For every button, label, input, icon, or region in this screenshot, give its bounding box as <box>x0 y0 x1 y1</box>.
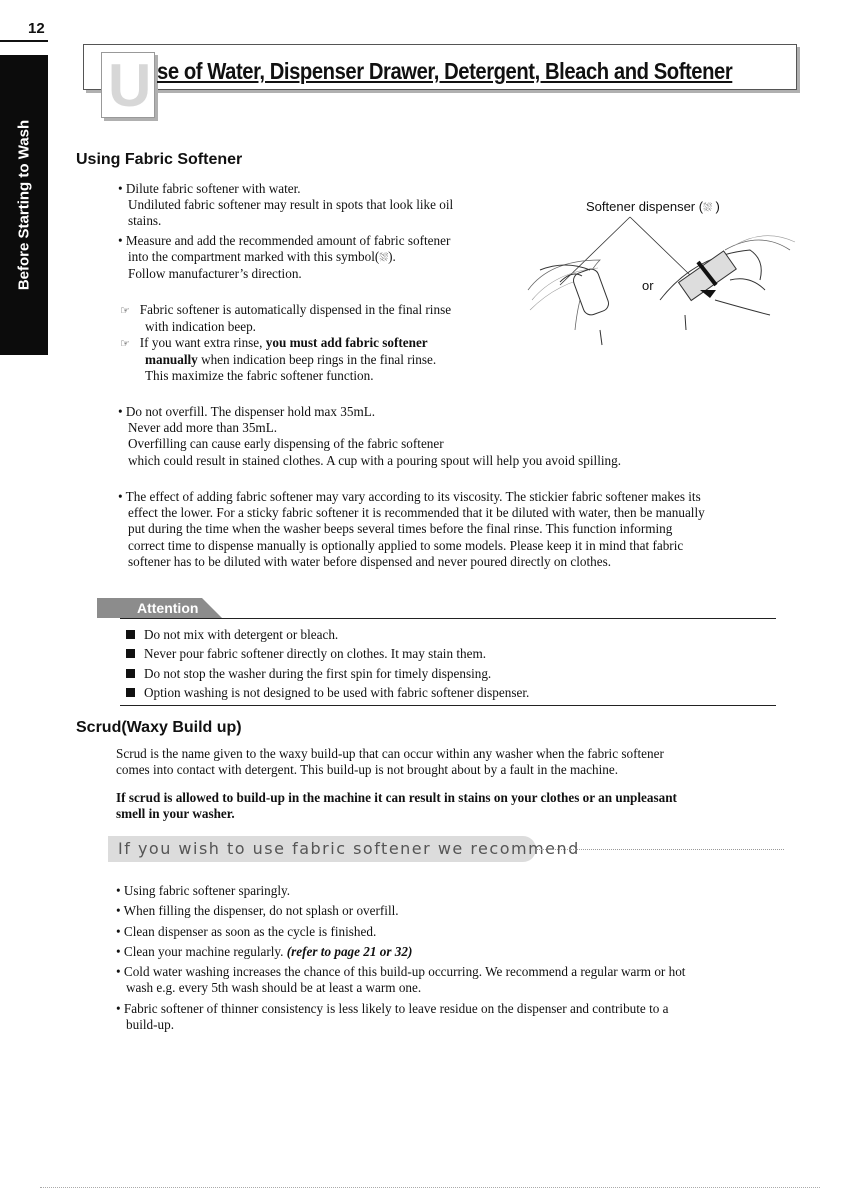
scrud-intro: Scrud is the name given to the waxy build-up that can occur within any washer when the fabric softener comes into contact with detergent. This build-up is not brought about by a fault in the machine. <box>116 746 664 778</box>
bullet-viscosity: • The effect of adding fabric softener may vary according to its viscosity. The stickier fabric softener makes its effect the lower. For a sticky fabric softener it is recommended that it be diluted with water, then be manually put during the time when the washer beeps several times before the final rinse. This function informing correct time to dispense manually is optionally applied to some models. Please keep it in mind that fabric softener has to be diluted with water before dispensed and never poured directly on clothes. <box>118 489 705 569</box>
recommend-dotted-rule <box>536 849 784 850</box>
square-bullet-icon <box>126 630 135 639</box>
attention-bottom-rule <box>120 705 776 706</box>
bottom-dotted-rule <box>40 1187 820 1188</box>
attention-list <box>126 625 529 702</box>
square-bullet-icon <box>126 688 135 697</box>
attention-top-rule <box>120 618 776 619</box>
note-auto-dispense: ☞ Fabric softener is automatically dispensed in the final rinse with indication beep. <box>120 302 452 335</box>
square-bullet-icon <box>126 649 135 658</box>
bullet-overfill: • Do not overfill. The dispenser hold max 35mL. Never add more than 35mL. Overfilling can cause early dispensing of the fabric softener which could result in stained clothes. A cup with a pouring spout will help you avoid spilling. <box>118 404 622 468</box>
attention-item: Do not mix with detergent or bleach. <box>126 625 529 644</box>
side-tab <box>0 55 48 355</box>
bullet-measure: • Measure and add the recommended amount of fabric softener into the compartment marked with this symbol(⛆). Follow manufacturer’s direction. <box>118 233 451 282</box>
square-bullet-icon <box>126 669 135 678</box>
page-reference: (refer to page 21 or 32) <box>286 943 413 959</box>
figure-or-label: or <box>642 278 654 293</box>
softener-symbol-icon: ⛆ <box>703 201 712 214</box>
page-title: se of Water, Dispenser Drawer, Detergent, Bleach and Softener <box>157 58 733 84</box>
top-rule <box>0 40 48 42</box>
recommend-heading: If you wish to use fabric softener we recommend <box>118 839 580 858</box>
dispenser-drawing <box>520 190 820 360</box>
title-initial: U <box>108 52 152 119</box>
section-heading-scrud: Scrud(Waxy Build up) <box>76 719 242 736</box>
scrud-warning: If scrud is allowed to build-up in the machine it can result in stains on your clothes or an unpleasant smell in your washer. <box>116 790 677 822</box>
attention-item: Do not stop the washer during the first spin for timely dispensing. <box>126 664 529 683</box>
page-number: 12 <box>28 20 45 37</box>
softener-symbol-icon: ⛆ <box>379 251 389 265</box>
note-extra-rinse: ☞ If you want extra rinse, you must add fabric softener manually when indication beep rings in the final rinse. This maximize the fabric softener function. <box>120 335 437 384</box>
side-tab-label: Before Starting to Wash <box>15 119 33 291</box>
title-initial-box <box>101 52 155 118</box>
pointing-hand-icon: ☞ <box>120 337 130 350</box>
figure-caption: Softener dispenser (⛆ ) <box>586 199 720 214</box>
bullet-dilute: • Dilute fabric softener with water. Undiluted fabric softener may result in spots that look like oil stains. <box>118 181 454 229</box>
recommend-list: • Using fabric softener sparingly. • When filling the dispenser, do not splash or overfill. • Clean dispenser as soon as the cycle is finished. • Clean your machine regularly. (refer to page 21 or 32) • Cold water washing increases the chance of this build-up occurring. We recommend a regular warm or hot wash e.g. every 5th wash should be at least a warm one. • Fabric softener of thinner consistency is less likely to leave residue on the dispenser and contribute to a build-up. <box>116 883 686 1033</box>
pointing-hand-icon: ☞ <box>120 304 130 317</box>
attention-label: Attention <box>137 600 199 616</box>
attention-item: Option washing is not designed to be used with fabric softener dispenser. <box>126 683 529 702</box>
attention-item: Never pour fabric softener directly on clothes. It may stain them. <box>126 644 529 663</box>
section-heading-fabric-softener: Using Fabric Softener <box>76 151 243 168</box>
softener-dispenser-illustration <box>520 190 820 360</box>
